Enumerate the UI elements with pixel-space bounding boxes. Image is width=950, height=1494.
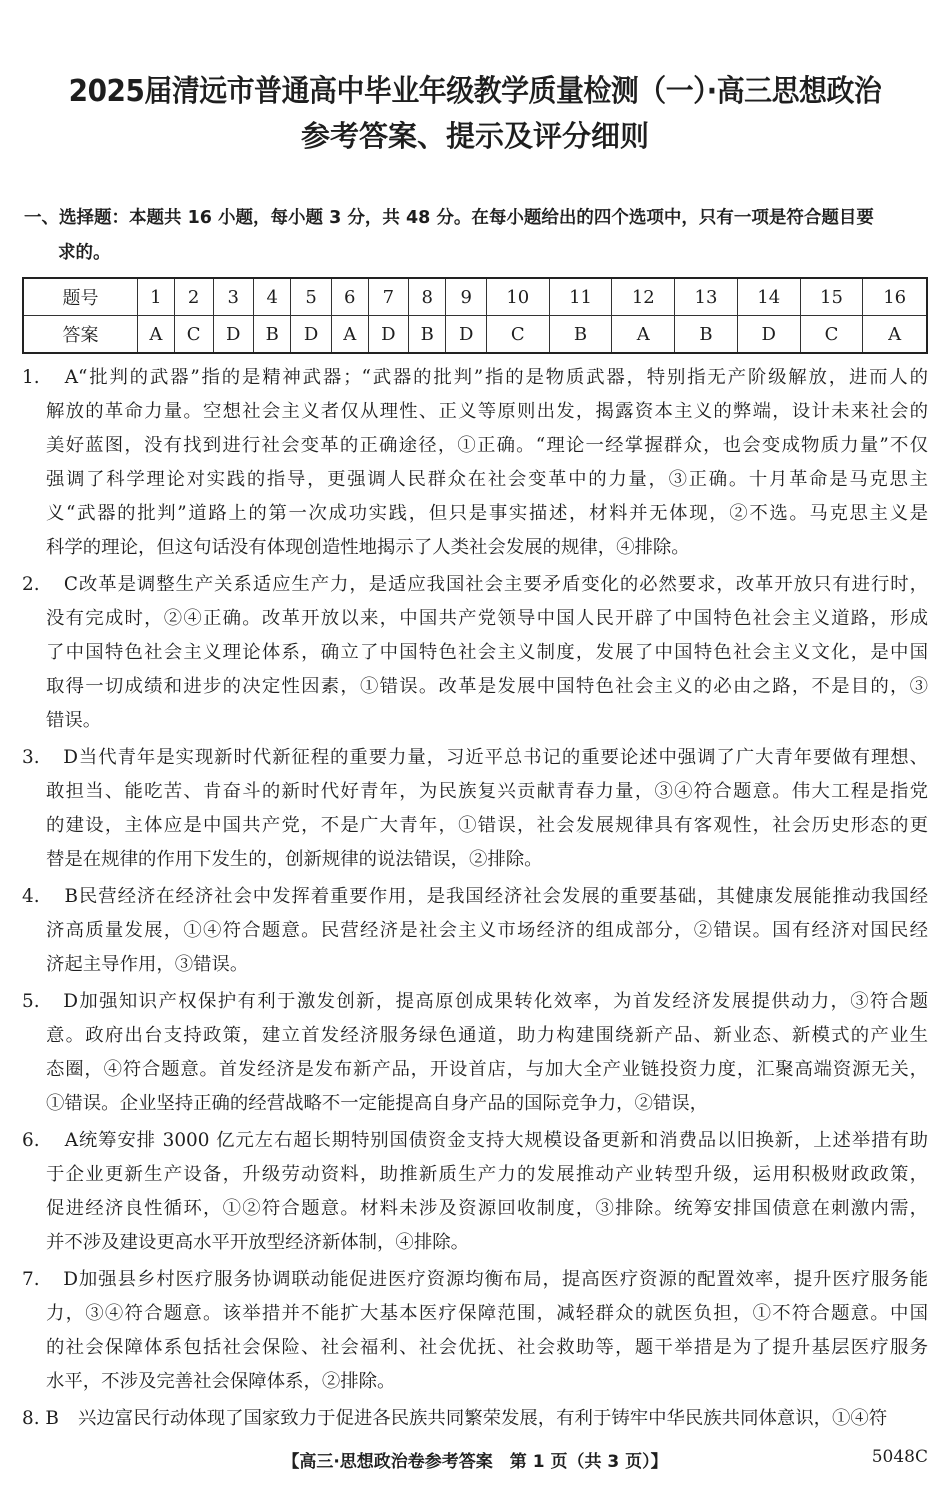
- answer-cell: D: [737, 316, 800, 354]
- question-number-cell: 10: [486, 278, 549, 316]
- explanation-text: 错误。: [46, 710, 102, 731]
- explanation-line: [22, 463, 928, 497]
- explanation-line: [22, 880, 928, 914]
- answer-cell: A: [138, 316, 175, 354]
- explanation-text: 意。政府出台支持政策，建立首发经济服务绿色通道，助力构建围绕新产品、新业态、新模式的产业生: [46, 1025, 928, 1046]
- explanation-line: [22, 948, 928, 982]
- question-number-row: [23, 278, 927, 316]
- section-heading: [24, 201, 930, 271]
- explanation-item: [22, 741, 928, 877]
- explanation-text: 济高质量发展，①④符合题意。民营经济是社会主义市场经济的组成部分，②错误。国有经济对国民经: [46, 920, 928, 941]
- explanation-text: 解放的革命力量。空想社会主义者仅从理性、正义等原则出发，揭露资本主义的弊端，设计未来社会的: [46, 401, 928, 422]
- explanation-line: [22, 670, 928, 704]
- explanation-item: [22, 1402, 928, 1436]
- question-number-cell: 16: [863, 278, 927, 316]
- answer-cell: C: [174, 316, 213, 354]
- explanation-text: 于企业更新生产设备，升级劳动资料，助推新质生产力的发展推动产业转型升级，运用积极财政政策，: [46, 1164, 928, 1185]
- explanation-text: 替是在规律的作用下发生的，创新规律的说法错误，②排除。: [46, 849, 543, 870]
- explanation-text: 加强知识产权保护有利于激发创新，提高原创成果转化效率，为首发经济发展提供动力，③符合题: [78, 991, 928, 1012]
- explanation-text: 强调了科学理论对实践的指导，更强调人民群众在社会变革中的力量，③正确。十月革命是马克思主: [46, 469, 928, 490]
- question-number-cell: 2: [174, 278, 213, 316]
- section-heading-line: 求的。: [58, 243, 111, 263]
- question-number-answer: 5. D: [22, 991, 78, 1012]
- question-number-cell: 11: [549, 278, 612, 316]
- explanation-text: 济起主导作用，③错误。: [46, 954, 249, 975]
- explanation-item: [22, 568, 928, 738]
- answer-cell: B: [254, 316, 291, 354]
- answer-cell: D: [213, 316, 254, 354]
- answer-cell: D: [368, 316, 409, 354]
- explanation-line: [22, 1226, 928, 1260]
- question-number-cell: 7: [368, 278, 409, 316]
- explanation-text: 敢担当、能吃苦、肯奋斗的新时代好青年，为民族复兴贡献青春力量，③④符合题意。伟大工程是指党: [46, 781, 928, 802]
- question-number-answer: 3. D: [22, 747, 78, 768]
- explanation-text: 并不涉及建设更高水平开放型经济新体制，④排除。: [46, 1232, 469, 1253]
- question-number-answer: 8. B: [22, 1408, 59, 1429]
- question-number-answer: 7. D: [22, 1269, 78, 1290]
- answer-cell: B: [675, 316, 738, 354]
- explanation-text: 了中国特色社会主义理论体系，确立了中国特色社会主义制度，发展了中国特色社会主义文化，是中国: [46, 642, 928, 663]
- question-number-cell: 13: [675, 278, 738, 316]
- explanation-line: [22, 1192, 928, 1226]
- document-title: 2025届清远市普通高中毕业年级教学质量检测（一）·高三思想政治: [68, 74, 882, 109]
- explanation-line: [22, 843, 928, 877]
- question-number-cell: 1: [138, 278, 175, 316]
- explanation-item: [22, 880, 928, 982]
- explanation-line: [22, 636, 928, 670]
- explanation-line: [22, 1402, 928, 1436]
- explanation-text: ①错误。企业坚持正确的经营战略不一定能提高自身产品的国际竞争力，②错误，: [46, 1093, 709, 1114]
- answer-cell: A: [612, 316, 675, 354]
- answer-cell: B: [409, 316, 446, 354]
- row-label: 题号: [23, 278, 138, 316]
- explanation-line: [22, 395, 928, 429]
- answer-table: [22, 277, 928, 354]
- answer-cell: B: [549, 316, 612, 354]
- explanation-line: [22, 914, 928, 948]
- answer-cell: C: [800, 316, 863, 354]
- explanation-line: [22, 1053, 928, 1087]
- explanation-line: [22, 429, 928, 463]
- question-number-answer: 1. A: [22, 367, 78, 388]
- explanation-text: 促进经济良性循环，①②符合题意。材料未涉及资源回收制度，③排除。统筹安排国债意在刺激内需，: [46, 1198, 928, 1219]
- explanation-text: 取得一切成绩和进步的决定性因素，①错误。改革是发展中国特色社会主义的必由之路，不是目的，③: [46, 676, 928, 697]
- explanation-text: 当代青年是实现新时代新征程的重要力量，习近平总书记的重要论述中强调了广大青年要做有理想、: [78, 747, 928, 768]
- explanation-line: [22, 775, 928, 809]
- answer-cell: A: [863, 316, 927, 354]
- question-number-answer: 4. B: [22, 886, 78, 907]
- answer-cell: A: [331, 316, 368, 354]
- explanation-text: 加强县乡村医疗服务协调联动能促进医疗资源均衡布局，提高医疗资源的配置效率，提升医疗服务能: [78, 1269, 928, 1290]
- explanation-item: [22, 361, 928, 565]
- explanation-line: [22, 1124, 928, 1158]
- page-footer: 【高三·思想政治卷参考答案 第 1 页（共 3 页）】: [282, 1452, 668, 1472]
- question-number-cell: 3: [213, 278, 254, 316]
- answer-cell: D: [291, 316, 332, 354]
- question-number-cell: 8: [409, 278, 446, 316]
- explanation-line: [22, 1019, 928, 1053]
- explanation-line: [22, 497, 928, 531]
- answer-explanations: [22, 361, 928, 1439]
- explanation-line: [22, 1297, 928, 1331]
- answer-row: [23, 316, 927, 354]
- document-subtitle: 参考答案、提示及评分细则: [300, 119, 649, 153]
- explanation-line: [22, 361, 928, 395]
- explanation-text: 水平，不涉及完善社会保障体系，②排除。: [46, 1371, 396, 1392]
- explanation-line: [22, 985, 928, 1019]
- explanation-line: [22, 1087, 928, 1121]
- explanation-text: “批判的武器”指的是精神武器；“武器的批判”指的是物质武器，特别指无产阶级解放，进而人的: [78, 367, 928, 388]
- explanation-line: [22, 1158, 928, 1192]
- explanation-text: 态圈，④符合题意。首发经济是发布新产品，开设首店，与加大全产业链投资力度，汇聚高端资源无关，: [46, 1059, 928, 1080]
- explanation-text: 民营经济在经济社会中发挥着重要作用，是我国经济社会发展的重要基础，其健康发展能推动我国经: [78, 886, 928, 907]
- explanation-text: 的社会保障体系包括社会保险、社会福利、社会优抚、社会救助等，题干举措是为了提升基层医疗服务: [46, 1337, 928, 1358]
- answer-cell: C: [486, 316, 549, 354]
- explanation-text: 义“武器的批判”道路上的第一次成功实践，但只是事实描述，材料并无体现，②不选。马克思主义是: [46, 503, 928, 524]
- explanation-line: [22, 531, 928, 565]
- question-number-cell: 12: [612, 278, 675, 316]
- explanation-item: [22, 985, 928, 1121]
- explanation-line: [22, 1331, 928, 1365]
- answer-cell: D: [446, 316, 487, 354]
- explanation-text: 科学的理论，但这句话没有体现创造性地揭示了人类社会发展的规律，④排除。: [46, 537, 690, 558]
- explanation-line: [22, 741, 928, 775]
- question-number-cell: 9: [446, 278, 487, 316]
- question-number-cell: 5: [291, 278, 332, 316]
- explanation-line: [22, 1263, 928, 1297]
- explanation-item: [22, 1124, 928, 1260]
- question-number-cell: 4: [254, 278, 291, 316]
- explanation-text: 统筹安排 3000 亿元左右超长期特别国债资金支持大规模设备更新和消费品以旧换新，上述举措有助: [78, 1130, 928, 1151]
- explanation-line: [22, 602, 928, 636]
- explanation-text: 美好蓝图，没有找到进行社会变革的正确途径，①正确。“理论一经掌握群众，也会变成物质力量”不仅: [46, 435, 928, 456]
- explanation-item: [22, 1263, 928, 1399]
- question-number-cell: 14: [737, 278, 800, 316]
- document-code: 5048C: [871, 1447, 928, 1467]
- section-heading-line: 一、选择题：本题共 16 小题，每小题 3 分，共 48 分。在每小题给出的四个选项中，只有一项是符合题目要: [24, 208, 874, 228]
- question-number-answer: 2. C: [22, 574, 78, 595]
- explanation-text: 力，③④符合题意。该举措并不能扩大基本医疗保障范围，减轻群众的就医负担，①不符合题意。中国: [46, 1303, 928, 1324]
- explanation-text: 的建设，主体应是中国共产党，不是广大青年，①错误，社会发展规律具有客观性，社会历史形态的更: [46, 815, 928, 836]
- explanation-line: [22, 704, 928, 738]
- explanation-line: [22, 809, 928, 843]
- question-number-cell: 6: [331, 278, 368, 316]
- row-label: 答案: [23, 316, 138, 354]
- question-number-answer: 6. A: [22, 1130, 78, 1151]
- explanation-text: 改革是调整生产关系适应生产力，是适应我国社会主要矛盾变化的必然要求，改革开放只有进行时，: [78, 574, 928, 595]
- explanation-text: 没有完成时，②④正确。改革开放以来，中国共产党领导中国人民开辟了中国特色社会主义道路，形成: [46, 608, 928, 629]
- explanation-line: [22, 568, 928, 602]
- explanation-text: 兴边富民行动体现了国家致力于促进各民族共同繁荣发展，有利于铸牢中华民族共同体意识，①④符: [78, 1408, 888, 1429]
- question-number-cell: 15: [800, 278, 863, 316]
- explanation-line: [22, 1365, 928, 1399]
